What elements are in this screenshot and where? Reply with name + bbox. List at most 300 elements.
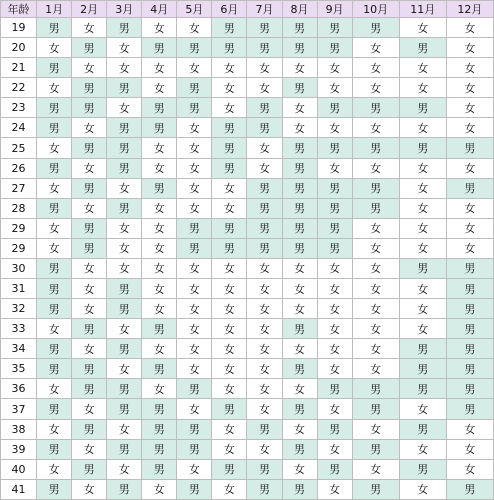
male-cell: 男	[107, 198, 142, 218]
male-cell: 男	[142, 118, 177, 138]
male-cell: 男	[107, 399, 142, 419]
female-cell: 女	[247, 78, 282, 98]
table-row	[1, 58, 494, 78]
female-cell: 女	[72, 299, 107, 319]
male-cell: 男	[72, 238, 107, 258]
female-cell: 女	[177, 18, 212, 38]
female-cell: 女	[446, 98, 493, 118]
male-cell: 男	[282, 178, 317, 198]
male-cell: 男	[142, 459, 177, 479]
female-cell: 女	[177, 178, 212, 198]
male-cell: 男	[399, 98, 446, 118]
female-cell: 女	[282, 459, 317, 479]
table-row	[1, 138, 494, 158]
age-cell: 32	[1, 299, 37, 319]
male-cell: 男	[352, 18, 399, 38]
female-cell: 女	[37, 178, 72, 198]
age-cell: 24	[1, 118, 37, 138]
female-cell: 女	[247, 319, 282, 339]
female-cell: 女	[212, 58, 247, 78]
header-month: 11月	[399, 1, 446, 18]
age-cell: 33	[1, 319, 37, 339]
male-cell: 男	[37, 479, 72, 499]
female-cell: 女	[446, 18, 493, 38]
header-age: 年龄	[1, 1, 37, 18]
female-cell: 女	[37, 379, 72, 399]
male-cell: 男	[37, 339, 72, 359]
female-cell: 女	[107, 38, 142, 58]
female-cell: 女	[247, 359, 282, 379]
female-cell: 女	[212, 299, 247, 319]
female-cell: 女	[177, 58, 212, 78]
male-cell: 男	[352, 439, 399, 459]
male-cell: 男	[72, 359, 107, 379]
male-cell: 男	[142, 359, 177, 379]
female-cell: 女	[352, 38, 399, 58]
female-cell: 女	[399, 299, 446, 319]
female-cell: 女	[352, 118, 399, 138]
female-cell: 女	[177, 399, 212, 419]
male-cell: 男	[177, 439, 212, 459]
male-cell: 男	[177, 38, 212, 58]
female-cell: 女	[72, 439, 107, 459]
female-cell: 女	[37, 238, 72, 258]
table-row	[1, 359, 494, 379]
female-cell: 女	[352, 218, 399, 238]
age-cell: 38	[1, 419, 37, 439]
female-cell: 女	[142, 479, 177, 499]
age-cell: 20	[1, 38, 37, 58]
female-cell: 女	[446, 238, 493, 258]
male-cell: 男	[142, 98, 177, 118]
female-cell: 女	[212, 98, 247, 118]
male-cell: 男	[37, 158, 72, 178]
female-cell: 女	[282, 279, 317, 299]
male-cell: 男	[37, 258, 72, 278]
female-cell: 女	[317, 78, 352, 98]
male-cell: 男	[212, 118, 247, 138]
table-row	[1, 399, 494, 419]
male-cell: 男	[446, 379, 493, 399]
table-row	[1, 238, 494, 258]
female-cell: 女	[446, 38, 493, 58]
male-cell: 男	[282, 218, 317, 238]
female-cell: 女	[37, 38, 72, 58]
female-cell: 女	[37, 419, 72, 439]
age-cell: 30	[1, 258, 37, 278]
female-cell: 女	[142, 58, 177, 78]
female-cell: 女	[247, 258, 282, 278]
female-cell: 女	[282, 98, 317, 118]
male-cell: 男	[282, 138, 317, 158]
header-month: 10月	[352, 1, 399, 18]
female-cell: 女	[282, 58, 317, 78]
table-row	[1, 319, 494, 339]
header-row	[1, 1, 494, 18]
female-cell: 女	[37, 78, 72, 98]
female-cell: 女	[446, 58, 493, 78]
female-cell: 女	[37, 459, 72, 479]
male-cell: 男	[72, 218, 107, 238]
male-cell: 男	[37, 399, 72, 419]
male-cell: 男	[72, 138, 107, 158]
female-cell: 女	[352, 238, 399, 258]
table-row	[1, 118, 494, 138]
male-cell: 男	[142, 439, 177, 459]
female-cell: 女	[72, 279, 107, 299]
table-row	[1, 279, 494, 299]
male-cell: 男	[37, 299, 72, 319]
female-cell: 女	[142, 379, 177, 399]
male-cell: 男	[282, 78, 317, 98]
female-cell: 女	[247, 439, 282, 459]
female-cell: 女	[72, 18, 107, 38]
male-cell: 男	[247, 419, 282, 439]
male-cell: 男	[247, 218, 282, 238]
header-month: 2月	[72, 1, 107, 18]
female-cell: 女	[317, 399, 352, 419]
male-cell: 男	[107, 439, 142, 459]
female-cell: 女	[142, 198, 177, 218]
female-cell: 女	[72, 58, 107, 78]
female-cell: 女	[399, 198, 446, 218]
age-cell: 21	[1, 58, 37, 78]
male-cell: 男	[317, 98, 352, 118]
table-row	[1, 178, 494, 198]
age-cell: 39	[1, 439, 37, 459]
female-cell: 女	[177, 258, 212, 278]
age-cell: 26	[1, 158, 37, 178]
female-cell: 女	[177, 118, 212, 138]
table-row	[1, 258, 494, 278]
male-cell: 男	[212, 158, 247, 178]
female-cell: 女	[177, 158, 212, 178]
female-cell: 女	[142, 18, 177, 38]
age-cell: 40	[1, 459, 37, 479]
male-cell: 男	[37, 118, 72, 138]
age-cell: 23	[1, 98, 37, 118]
female-cell: 女	[352, 299, 399, 319]
male-cell: 男	[177, 419, 212, 439]
male-cell: 男	[282, 18, 317, 38]
male-cell: 男	[446, 339, 493, 359]
male-cell: 男	[107, 118, 142, 138]
female-cell: 女	[107, 58, 142, 78]
male-cell: 男	[317, 198, 352, 218]
female-cell: 女	[282, 299, 317, 319]
female-cell: 女	[37, 218, 72, 238]
header-month: 12月	[446, 1, 493, 18]
male-cell: 男	[212, 38, 247, 58]
female-cell: 女	[317, 479, 352, 499]
male-cell: 男	[107, 279, 142, 299]
female-cell: 女	[72, 399, 107, 419]
female-cell: 女	[282, 258, 317, 278]
female-cell: 女	[212, 178, 247, 198]
male-cell: 男	[399, 339, 446, 359]
male-cell: 男	[107, 339, 142, 359]
female-cell: 女	[317, 359, 352, 379]
male-cell: 男	[247, 98, 282, 118]
male-cell: 男	[142, 419, 177, 439]
male-cell: 男	[446, 279, 493, 299]
female-cell: 女	[352, 419, 399, 439]
female-cell: 女	[247, 138, 282, 158]
female-cell: 女	[399, 118, 446, 138]
female-cell: 女	[352, 279, 399, 299]
table-row	[1, 379, 494, 399]
male-cell: 男	[72, 78, 107, 98]
table-row	[1, 339, 494, 359]
female-cell: 女	[212, 198, 247, 218]
female-cell: 女	[72, 158, 107, 178]
female-cell: 女	[352, 78, 399, 98]
female-cell: 女	[142, 138, 177, 158]
female-cell: 女	[212, 439, 247, 459]
male-cell: 男	[212, 218, 247, 238]
table-row	[1, 459, 494, 479]
female-cell: 女	[142, 238, 177, 258]
female-cell: 女	[317, 258, 352, 278]
header-month: 5月	[177, 1, 212, 18]
female-cell: 女	[177, 198, 212, 218]
male-cell: 男	[317, 178, 352, 198]
male-cell: 男	[446, 399, 493, 419]
table-row	[1, 198, 494, 218]
male-cell: 男	[37, 58, 72, 78]
header-month: 6月	[212, 1, 247, 18]
male-cell: 男	[142, 399, 177, 419]
male-cell: 男	[352, 198, 399, 218]
age-cell: 31	[1, 279, 37, 299]
female-cell: 女	[212, 359, 247, 379]
female-cell: 女	[399, 439, 446, 459]
male-cell: 男	[177, 98, 212, 118]
male-cell: 男	[446, 299, 493, 319]
male-cell: 男	[212, 238, 247, 258]
male-cell: 男	[446, 258, 493, 278]
female-cell: 女	[177, 319, 212, 339]
male-cell: 男	[399, 138, 446, 158]
male-cell: 男	[446, 178, 493, 198]
male-cell: 男	[247, 38, 282, 58]
male-cell: 男	[282, 238, 317, 258]
female-cell: 女	[177, 339, 212, 359]
male-cell: 男	[282, 38, 317, 58]
female-cell: 女	[317, 158, 352, 178]
header-month: 7月	[247, 1, 282, 18]
male-cell: 男	[72, 379, 107, 399]
male-cell: 男	[72, 459, 107, 479]
female-cell: 女	[37, 138, 72, 158]
male-cell: 男	[282, 198, 317, 218]
female-cell: 女	[247, 58, 282, 78]
male-cell: 男	[142, 38, 177, 58]
female-cell: 女	[107, 258, 142, 278]
male-cell: 男	[282, 359, 317, 379]
age-cell: 41	[1, 479, 37, 499]
male-cell: 男	[107, 18, 142, 38]
female-cell: 女	[107, 218, 142, 238]
male-cell: 男	[247, 178, 282, 198]
male-cell: 男	[446, 479, 493, 499]
table-row	[1, 218, 494, 238]
female-cell: 女	[399, 18, 446, 38]
age-cell: 27	[1, 178, 37, 198]
table-row	[1, 18, 494, 38]
male-cell: 男	[72, 38, 107, 58]
female-cell: 女	[212, 419, 247, 439]
table-row	[1, 419, 494, 439]
male-cell: 男	[317, 218, 352, 238]
male-cell: 男	[352, 178, 399, 198]
male-cell: 男	[177, 218, 212, 238]
male-cell: 男	[399, 459, 446, 479]
female-cell: 女	[399, 58, 446, 78]
female-cell: 女	[212, 379, 247, 399]
male-cell: 男	[446, 319, 493, 339]
table-row	[1, 479, 494, 499]
female-cell: 女	[446, 158, 493, 178]
female-cell: 女	[212, 319, 247, 339]
female-cell: 女	[107, 419, 142, 439]
female-cell: 女	[212, 78, 247, 98]
female-cell: 女	[352, 359, 399, 379]
female-cell: 女	[212, 258, 247, 278]
age-cell: 25	[1, 138, 37, 158]
male-cell: 男	[317, 419, 352, 439]
header-month: 9月	[317, 1, 352, 18]
female-cell: 女	[177, 279, 212, 299]
male-cell: 男	[177, 78, 212, 98]
female-cell: 女	[446, 198, 493, 218]
female-cell: 女	[317, 279, 352, 299]
female-cell: 女	[212, 479, 247, 499]
male-cell: 男	[317, 379, 352, 399]
header-month: 8月	[282, 1, 317, 18]
header-month: 3月	[107, 1, 142, 18]
table-row	[1, 439, 494, 459]
table-row	[1, 299, 494, 319]
female-cell: 女	[142, 339, 177, 359]
female-cell: 女	[352, 319, 399, 339]
female-cell: 女	[72, 339, 107, 359]
female-cell: 女	[446, 459, 493, 479]
female-cell: 女	[107, 359, 142, 379]
male-cell: 男	[247, 459, 282, 479]
age-cell: 22	[1, 78, 37, 98]
table-row	[1, 38, 494, 58]
female-cell: 女	[352, 258, 399, 278]
male-cell: 男	[142, 319, 177, 339]
male-cell: 男	[317, 238, 352, 258]
age-cell: 29	[1, 238, 37, 258]
male-cell: 男	[352, 138, 399, 158]
female-cell: 女	[72, 479, 107, 499]
age-cell: 36	[1, 379, 37, 399]
female-cell: 女	[247, 399, 282, 419]
female-cell: 女	[446, 419, 493, 439]
female-cell: 女	[399, 178, 446, 198]
female-cell: 女	[317, 299, 352, 319]
table-body	[1, 18, 494, 500]
table-row	[1, 78, 494, 98]
male-cell: 男	[107, 379, 142, 399]
male-cell: 男	[72, 419, 107, 439]
female-cell: 女	[399, 238, 446, 258]
male-cell: 男	[282, 399, 317, 419]
female-cell: 女	[142, 279, 177, 299]
header-month: 1月	[37, 1, 72, 18]
age-cell: 29	[1, 218, 37, 238]
male-cell: 男	[107, 158, 142, 178]
male-cell: 男	[247, 479, 282, 499]
male-cell: 男	[399, 419, 446, 439]
female-cell: 女	[142, 218, 177, 238]
male-cell: 男	[399, 359, 446, 379]
female-cell: 女	[247, 279, 282, 299]
female-cell: 女	[177, 359, 212, 379]
male-cell: 男	[72, 319, 107, 339]
female-cell: 女	[107, 459, 142, 479]
female-cell: 女	[142, 78, 177, 98]
age-cell: 28	[1, 198, 37, 218]
age-cell: 37	[1, 399, 37, 419]
female-cell: 女	[142, 258, 177, 278]
female-cell: 女	[446, 78, 493, 98]
female-cell: 女	[399, 158, 446, 178]
male-cell: 男	[37, 359, 72, 379]
female-cell: 女	[247, 339, 282, 359]
male-cell: 男	[212, 18, 247, 38]
male-cell: 男	[177, 379, 212, 399]
female-cell: 女	[352, 339, 399, 359]
female-cell: 女	[72, 258, 107, 278]
header-month: 4月	[142, 1, 177, 18]
female-cell: 女	[317, 118, 352, 138]
female-cell: 女	[212, 279, 247, 299]
female-cell: 女	[317, 339, 352, 359]
male-cell: 男	[212, 399, 247, 419]
female-cell: 女	[107, 238, 142, 258]
male-cell: 男	[107, 299, 142, 319]
male-cell: 男	[446, 138, 493, 158]
male-cell: 男	[282, 158, 317, 178]
female-cell: 女	[317, 58, 352, 78]
female-cell: 女	[446, 118, 493, 138]
male-cell: 男	[212, 459, 247, 479]
female-cell: 女	[399, 399, 446, 419]
male-cell: 男	[317, 459, 352, 479]
female-cell: 女	[107, 319, 142, 339]
female-cell: 女	[399, 479, 446, 499]
male-cell: 男	[177, 238, 212, 258]
female-cell: 女	[247, 379, 282, 399]
female-cell: 女	[282, 419, 317, 439]
male-cell: 男	[107, 138, 142, 158]
male-cell: 男	[37, 279, 72, 299]
male-cell: 男	[352, 399, 399, 419]
male-cell: 男	[72, 178, 107, 198]
male-cell: 男	[247, 118, 282, 138]
male-cell: 男	[317, 18, 352, 38]
male-cell: 男	[399, 258, 446, 278]
male-cell: 男	[317, 138, 352, 158]
female-cell: 女	[399, 319, 446, 339]
female-cell: 女	[317, 439, 352, 459]
male-cell: 男	[352, 479, 399, 499]
male-cell: 男	[282, 319, 317, 339]
